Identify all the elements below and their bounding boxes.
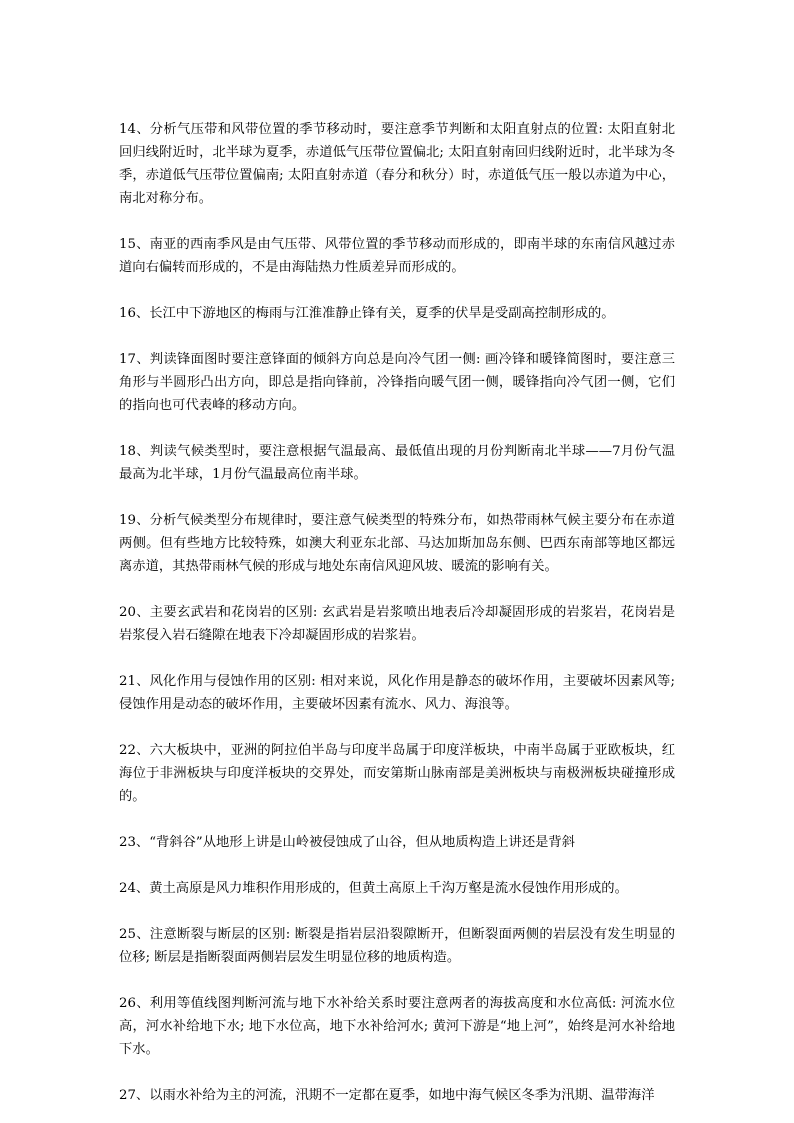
paragraph-21: 21、风化作用与侵蚀作用的区别: 相对来说，风化作用是静态的破坏作用，主要破坏因素风等; 侵蚀作用是动态的破坏作用，主要破坏因素有流水、风力、海浪等。 <box>119 674 675 712</box>
paragraph-27: 27、以雨水补给为主的河流，汛期不一定都在夏季，如地中海气候区冬季为汛期、温带海洋 <box>119 1088 655 1103</box>
paragraph-23: 23、“背斜谷”从地形上讲是山岭被侵蚀成了山谷，但从地质构造上讲还是背斜 <box>119 835 576 850</box>
paragraph-16: 16、长江中下游地区的梅雨与江淮准静止锋有关，夏季的伏旱是受副高控制形成的。 <box>119 306 615 321</box>
paragraph-19: 19、分析气候类型分布规律时，要注意气候类型的特殊分布，如热带雨林气候主要分布在赤道两侧。但有些地方比较特殊，如澳大利亚东北部、马达加斯加岛东侧、巴西东南部等地区都远离赤道，其热带雨林气候的形成与地处东南信风迎风坡、暖流的影响有关。 <box>119 513 675 574</box>
paragraph-20: 20、主要玄武岩和花岗岩的区别: 玄武岩是岩浆喷出地表后冷却凝固形成的岩浆岩，花岗岩是岩浆侵入岩石缝隙在地表下冷却凝固形成的岩浆岩。 <box>119 605 675 643</box>
paragraph-25: 25、注意断裂与断层的区别: 断裂是指岩层沿裂隙断开，但断裂面两侧的岩层没有发生明显的位移; 断层是指断裂面两侧岩层发生明显位移的地质构造。 <box>119 927 675 965</box>
paragraph-18: 18、判读气候类型时，要注意根据气温最高、最低值出现的月份判断南北半球——7月份气温最高为北半球，1月份气温最高位南半球。 <box>119 444 675 482</box>
paragraph-14: 14、分析气压带和风带位置的季节移动时，要注意季节判断和太阳直射点的位置: 太阳直射北回归线附近时，北半球为夏季，赤道低气压带位置偏北; 太阳直射南回归线附近时，北半球为冬季，赤道低气压带位置偏南; 太阳直射赤道（春分和秋分）时，赤道低气压一般以赤道为中心，南北对称分布。 <box>119 122 675 206</box>
paragraph-24: 24、黄土高原是风力堆积作用形成的，但黄土高原上千沟万壑是流水侵蚀作用形成的。 <box>119 881 628 896</box>
paragraph-15: 15、南亚的西南季风是由气压带、风带位置的季节移动而形成的，即南半球的东南信风越过赤道向右偏转而形成的，不是由海陆热力性质差异而形成的。 <box>119 237 675 275</box>
paragraph-17: 17、判读锋面图时要注意锋面的倾斜方向总是向冷气团一侧: 画冷锋和暖锋简图时，要注意三角形与半圆形凸出方向，即总是指向锋前，冷锋指向暖气团一侧，暖锋指向冷气团一侧，它们的指向也可代表峰的移动方向。 <box>119 352 675 413</box>
paragraph-26: 26、利用等值线图判断河流与地下水补给关系时要注意两者的海拔高度和水位高低: 河流水位高，河水补给地下水; 地下水位高，地下水补给河水; 黄河下游是“地上河”，始终是河水补给地下水。 <box>119 996 675 1057</box>
paragraph-22: 22、六大板块中，亚洲的阿拉伯半岛与印度半岛属于印度洋板块，中南半岛属于亚欧板块，红海位于非洲板块与印度洋板块的交界处，而安第斯山脉南部是美洲板块与南极洲板块碰撞形成的。 <box>119 743 675 804</box>
document-body <box>119 118 675 1107</box>
